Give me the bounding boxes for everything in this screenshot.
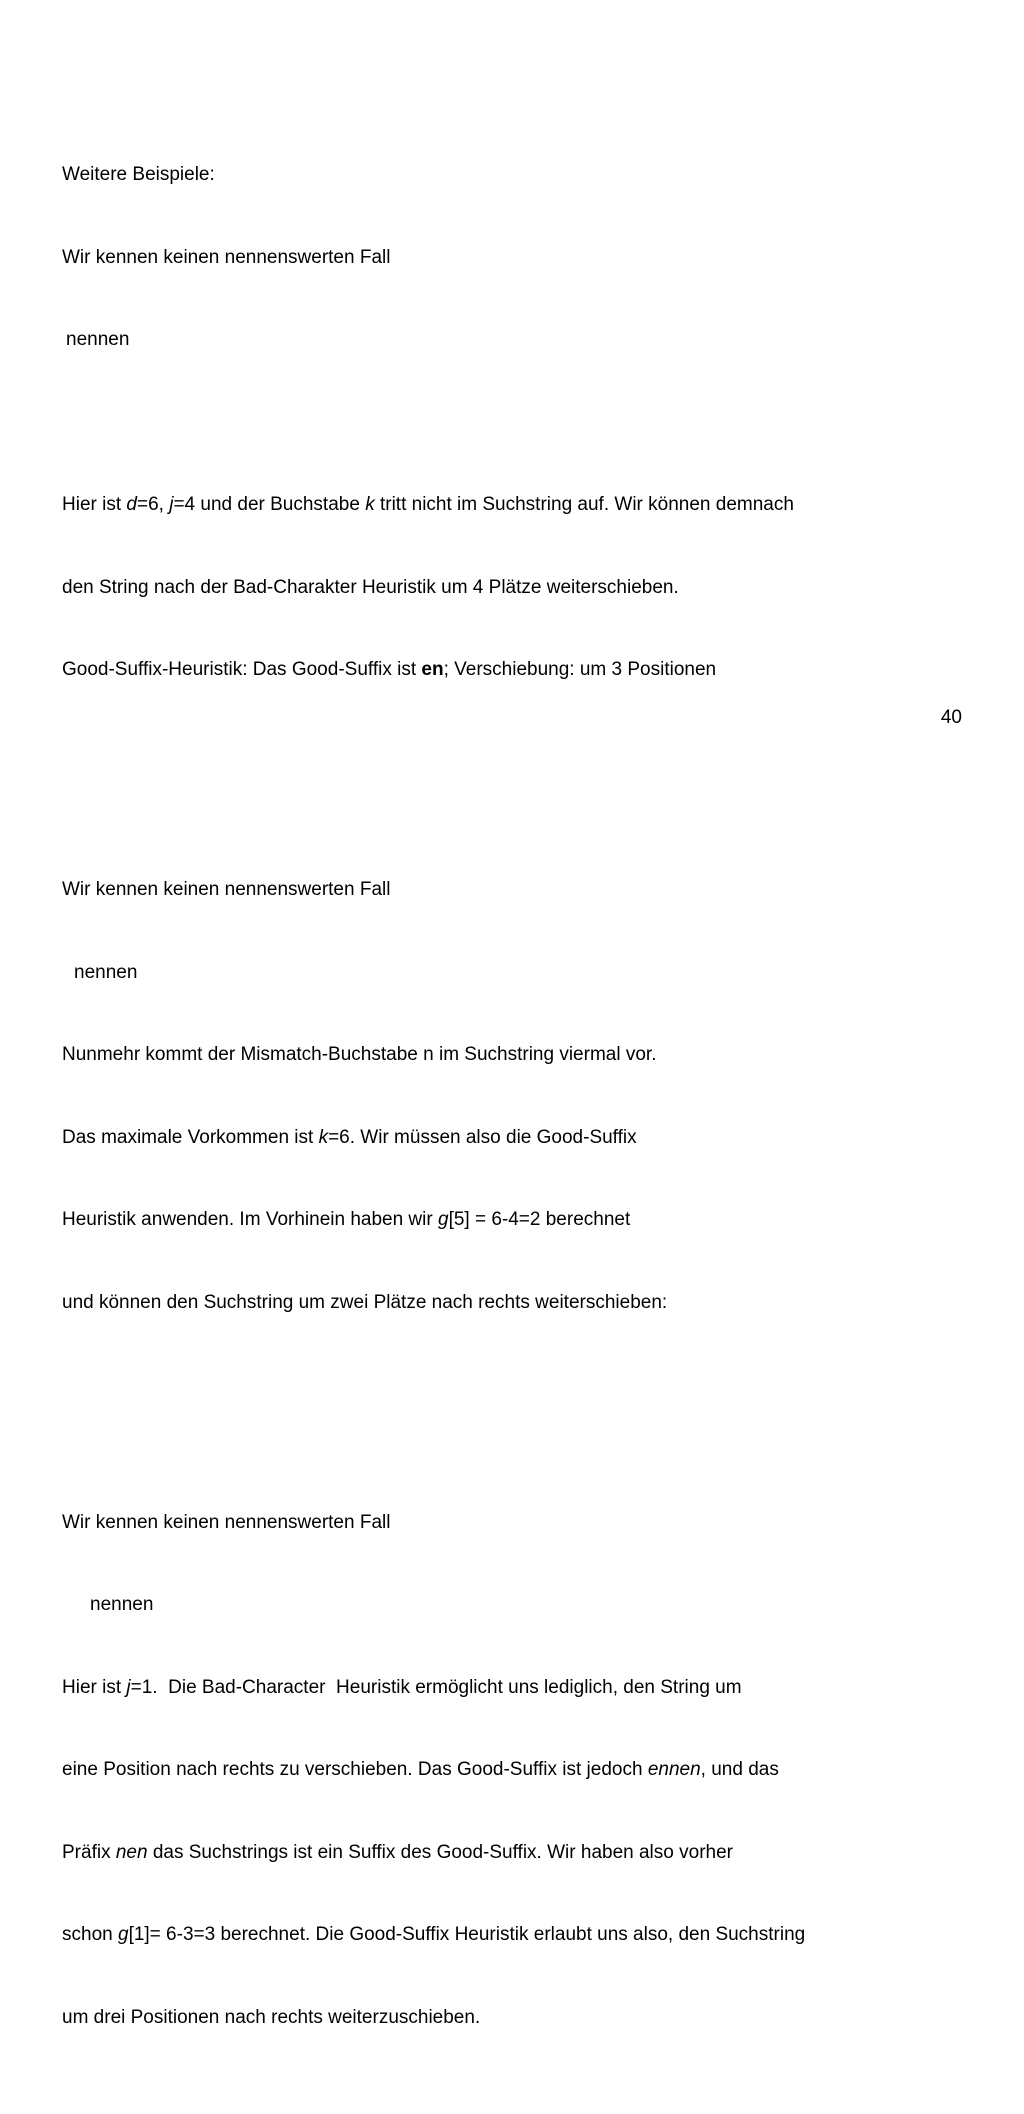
text-run: =6,: [136, 494, 170, 515]
pattern-line: nennen: [66, 329, 130, 350]
text-run: =1. Die Bad-Character Heuristik ermöglicht uns lediglich, den String um: [130, 1676, 742, 1698]
text-run: eine Position nach rechts zu verschieben. Das Good-Suffix ist jedoch: [62, 1759, 648, 1780]
text-run: Präfix: [62, 1841, 116, 1863]
paragraph-line: [62, 1921, 992, 1949]
paragraph-line: Nunmehr kommt der Mismatch-Buchstabe n im Suchstring viermal vor.: [62, 1044, 657, 1065]
variable-k: k: [318, 1126, 329, 1148]
text-run: das Suchstrings ist ein Suffix des Good-Suffix. Wir haben also vorher: [147, 1841, 733, 1863]
text-run: [5] = 6-4=2 berechnet: [448, 1209, 631, 1230]
paragraph-line: und können den Suchstring um zwei Plätze nach rechts weiterschieben:: [62, 1291, 668, 1313]
blank-line: [62, 1371, 992, 1399]
text-run: =6. Wir müssen also die Good-Suffix: [328, 1126, 637, 1148]
paragraph-line: um drei Positionen nach rechts weiterzuschieben.: [62, 2006, 481, 2028]
text-run: , und das: [700, 1759, 779, 1780]
paragraph-line: [62, 491, 992, 519]
variable-j: j: [126, 1676, 131, 1698]
variable-j: j: [169, 494, 174, 515]
paragraph-line: [62, 1206, 992, 1234]
page-number: 40: [940, 707, 962, 728]
text-run: schon: [62, 1924, 118, 1945]
text-line: Wir kennen keinen nennenswerten Fall: [62, 246, 391, 268]
text-run: Good-Suffix-Heuristik: Das Good-Suffix ist: [62, 659, 422, 680]
pattern-line: nennen: [74, 961, 138, 983]
bold-suffix-en: en: [421, 659, 444, 680]
text-run: ; Verschiebung: um 3 Positionen: [443, 659, 717, 680]
text-run: tritt nicht im Suchstring auf. Wir können demnach: [374, 494, 794, 515]
pattern-line: nennen: [90, 1594, 154, 1615]
variable-g: g: [117, 1924, 129, 1945]
italic-nen: nen: [115, 1841, 148, 1863]
text-line: Wir kennen keinen nennenswerten Fall: [62, 879, 391, 900]
text-run: [1]= 6-3=3 berechnet. Die Good-Suffix Heuristik erlaubt uns also, den Suchstring: [128, 1924, 806, 1945]
section-heading: Weitere Beispiele:: [62, 164, 215, 185]
text-run: Heuristik anwenden. Im Vorhinein haben wir: [62, 1209, 438, 1230]
text-run: =4 und der Buchstabe: [173, 494, 366, 515]
paragraph-line: [62, 1756, 992, 1784]
slide-body-text: [62, 51, 992, 2114]
paragraph-line: den String nach der Bad-Charakter Heuristik um 4 Plätze weiterschieben.: [62, 576, 679, 598]
text-run: Das maximale Vorkommen ist: [62, 1126, 319, 1148]
text-run: Hier ist: [62, 494, 127, 515]
blank-line: [62, 409, 992, 437]
variable-d: d: [126, 494, 137, 515]
paragraph-line: [62, 1674, 992, 1702]
paragraph-line: [62, 1124, 992, 1152]
text-line: Wir kennen keinen nennenswerten Fall: [62, 1511, 391, 1533]
variable-k: k: [365, 494, 375, 515]
italic-ennen: ennen: [647, 1759, 701, 1780]
text-run: Hier ist: [62, 1676, 127, 1698]
paragraph-line: [62, 656, 992, 684]
blank-line: [62, 739, 992, 767]
paragraph-line: [62, 1839, 992, 1867]
variable-g: g: [437, 1209, 449, 1230]
